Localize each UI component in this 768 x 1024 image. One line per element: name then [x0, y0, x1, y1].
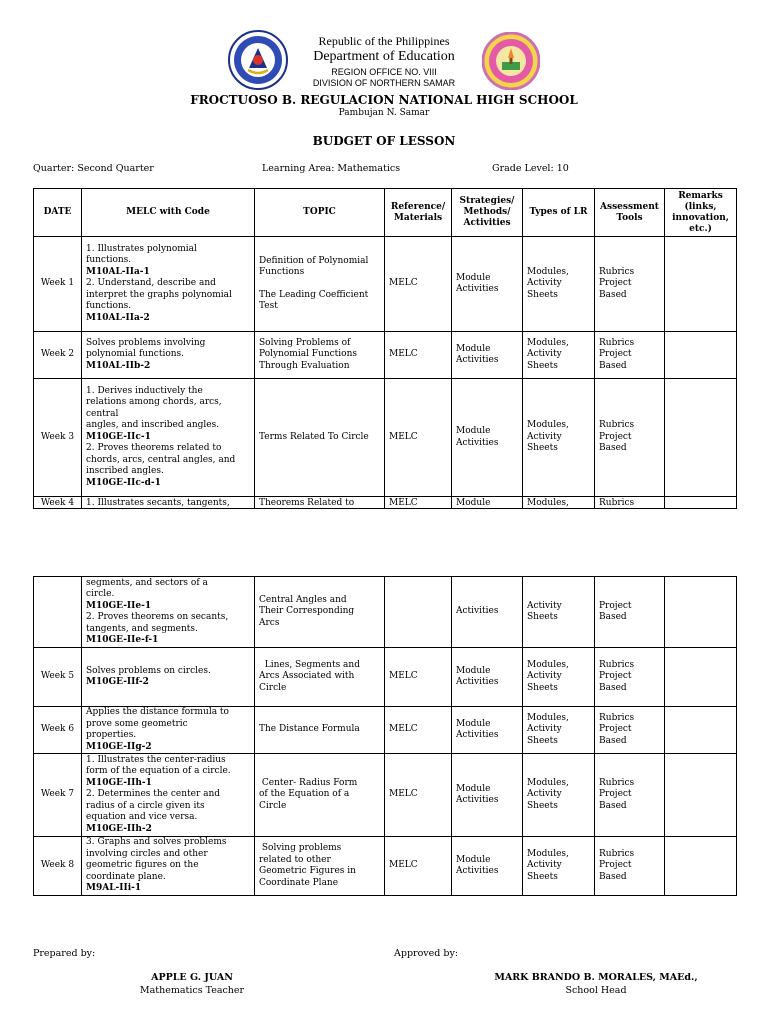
lesson-table-page2 [33, 576, 737, 896]
melc-cell: segments, and sectors of a circle. M10GE-IIe-1 2. Proves theorems on secants, tangents, and segments. M10GE-IIe-f-1 [82, 577, 255, 648]
week-cell: Week 4 [34, 497, 82, 509]
remarks-cell [665, 237, 737, 332]
types-cell: Modules, Activity Sheets [523, 648, 595, 707]
strategies-cell: Module Activities [452, 754, 523, 837]
assessment-cell: Rubrics Project Based [595, 379, 665, 497]
table-row [34, 577, 737, 648]
table-row [34, 707, 737, 754]
types-cell: Modules, Activity Sheets [523, 707, 595, 754]
week-cell: Week 8 [34, 837, 82, 896]
strategies-cell: Module Activities [452, 332, 523, 379]
topic-cell: Central Angles and Their Corresponding Arcs [255, 577, 385, 648]
approved-by-name: MARK BRANDO B. MORALES, MAEd., [494, 972, 698, 983]
header-region: REGION OFFICE NO. VIII [331, 67, 437, 77]
header-remarks: Remarks (links, innovation, etc.) [665, 189, 737, 237]
melc-cell: 1. Illustrates polynomial functions. M10AL-IIa-1 2. Understand, describe and interpret the graphs polynomial functions. M10AL-IIa-2 [82, 237, 255, 332]
document-title: BUDGET OF LESSON [312, 134, 456, 148]
remarks-cell [665, 648, 737, 707]
melc-cell: Solves problems on circles. M10GE-IIf-2 [82, 648, 255, 707]
header-division: DIVISION OF NORTHERN SAMAR [312, 78, 456, 88]
week-cell: Week 2 [34, 332, 82, 379]
assessment-cell: Rubrics Project Based [595, 237, 665, 332]
lesson-table-page1 [33, 188, 737, 509]
week-cell: Week 3 [34, 379, 82, 497]
table-row [34, 648, 737, 707]
strategies-cell: Module Activities [452, 379, 523, 497]
week-cell [34, 577, 82, 648]
table-header-row [34, 189, 737, 237]
table-row [34, 754, 737, 837]
table-row [34, 837, 737, 896]
header-reference: Reference/ Materials [385, 189, 452, 237]
week-cell: Week 5 [34, 648, 82, 707]
melc-cell: 1. Illustrates secants, tangents, [82, 497, 255, 509]
prepared-by-name: APPLE G. JUAN [151, 972, 233, 983]
assessment-cell: Rubrics [595, 497, 665, 509]
strategies-cell: Module Activities [452, 237, 523, 332]
week-cell: Week 6 [34, 707, 82, 754]
types-cell: Modules, Activity Sheets [523, 379, 595, 497]
topic-cell: Solving problems related to other Geometric Figures in Coordinate Plane [255, 837, 385, 896]
types-cell: Modules, Activity Sheets [523, 237, 595, 332]
reference-cell: MELC [385, 707, 452, 754]
table-row [34, 497, 737, 509]
strategies-cell: Module Activities [452, 648, 523, 707]
types-cell: Modules, [523, 497, 595, 509]
topic-cell: Terms Related To Circle [255, 379, 385, 497]
approved-by-label: Approved by: [394, 948, 459, 959]
types-cell: Activity Sheets [523, 577, 595, 648]
topic-cell: Definition of Polynomial Functions The Leading Coefficient Test [255, 237, 385, 332]
week-cell: Week 7 [34, 754, 82, 837]
types-cell: Modules, Activity Sheets [523, 332, 595, 379]
assessment-cell: Rubrics Project Based [595, 707, 665, 754]
melc-cell: 1. Illustrates the center-radius form of the equation of a circle. M10GE-IIh-1 2. Determines the center and radius of a circle given its equation and vice versa. M10GE-IIh-2 [82, 754, 255, 837]
assessment-cell: Rubrics Project Based [595, 837, 665, 896]
prepared-by-label: Prepared by: [33, 948, 96, 959]
table-row [34, 332, 737, 379]
reference-cell: MELC [385, 648, 452, 707]
header-topic: TOPIC [255, 189, 385, 237]
header-melc: MELC with Code [82, 189, 255, 237]
melc-cell: 3. Graphs and solves problems involving circles and other geometric figures on the coordinate plane. M9AL-IIi-1 [82, 837, 255, 896]
remarks-cell [665, 837, 737, 896]
header-strategies: Strategies/ Methods/ Activities [452, 189, 523, 237]
strategies-cell: Activities [452, 577, 523, 648]
reference-cell: MELC [385, 497, 452, 509]
assessment-cell: Rubrics Project Based [595, 332, 665, 379]
strategies-cell: Module [452, 497, 523, 509]
remarks-cell [665, 707, 737, 754]
remarks-cell [665, 754, 737, 837]
topic-cell: Center- Radius Form of the Equation of a Circle [255, 754, 385, 837]
remarks-cell [665, 577, 737, 648]
types-cell: Modules, Activity Sheets [523, 837, 595, 896]
remarks-cell [665, 497, 737, 509]
reference-cell: MELC [385, 837, 452, 896]
header-republic: Republic of the Philippines [318, 34, 450, 48]
strategies-cell: Module Activities [452, 837, 523, 896]
header-assessment: Assessment Tools [595, 189, 665, 237]
topic-cell: The Distance Formula [255, 707, 385, 754]
remarks-cell [665, 379, 737, 497]
learning-area-label: Learning Area: Mathematics [262, 163, 401, 174]
quarter-label: Quarter: Second Quarter [33, 163, 154, 174]
grade-level-label: Grade Level: 10 [492, 163, 569, 174]
assessment-cell: Rubrics Project Based [595, 754, 665, 837]
reference-cell: MELC [385, 237, 452, 332]
topic-cell: Solving Problems of Polynomial Functions Through Evaluation [255, 332, 385, 379]
melc-cell: Applies the distance formula to prove some geometric properties. M10GE-IIg-2 [82, 707, 255, 754]
prepared-by-title: Mathematics Teacher [139, 985, 245, 996]
reference-cell: MELC [385, 332, 452, 379]
reference-cell [385, 577, 452, 648]
approved-by-title: School Head [565, 985, 627, 996]
strategies-cell: Module Activities [452, 707, 523, 754]
reference-cell: MELC [385, 754, 452, 837]
header-department: Department of Education [313, 49, 455, 64]
assessment-cell: Rubrics Project Based [595, 648, 665, 707]
school-name: FROCTUOSO B. REGULACION NATIONAL HIGH SCHOOL [190, 93, 578, 107]
topic-cell: Lines, Segments and Arcs Associated with Circle [255, 648, 385, 707]
table-row [34, 237, 737, 332]
header-date: DATE [34, 189, 82, 237]
melc-cell: Solves problems involving polynomial functions. M10AL-IIb-2 [82, 332, 255, 379]
table-row [34, 379, 737, 497]
remarks-cell [665, 332, 737, 379]
melc-cell: 1. Derives inductively the relations among chords, arcs, central angles, and inscribed angles. M10GE-IIc-1 2. Proves theorems related to chords, arcs, central angles, and inscribed angles. M10GE-IIc-d-1 [82, 379, 255, 497]
types-cell: Modules, Activity Sheets [523, 754, 595, 837]
week-cell: Week 1 [34, 237, 82, 332]
header-types: Types of LR [523, 189, 595, 237]
assessment-cell: Project Based [595, 577, 665, 648]
topic-cell: Theorems Related to [255, 497, 385, 509]
school-location: Pambujan N. Samar [338, 108, 430, 118]
reference-cell: MELC [385, 379, 452, 497]
